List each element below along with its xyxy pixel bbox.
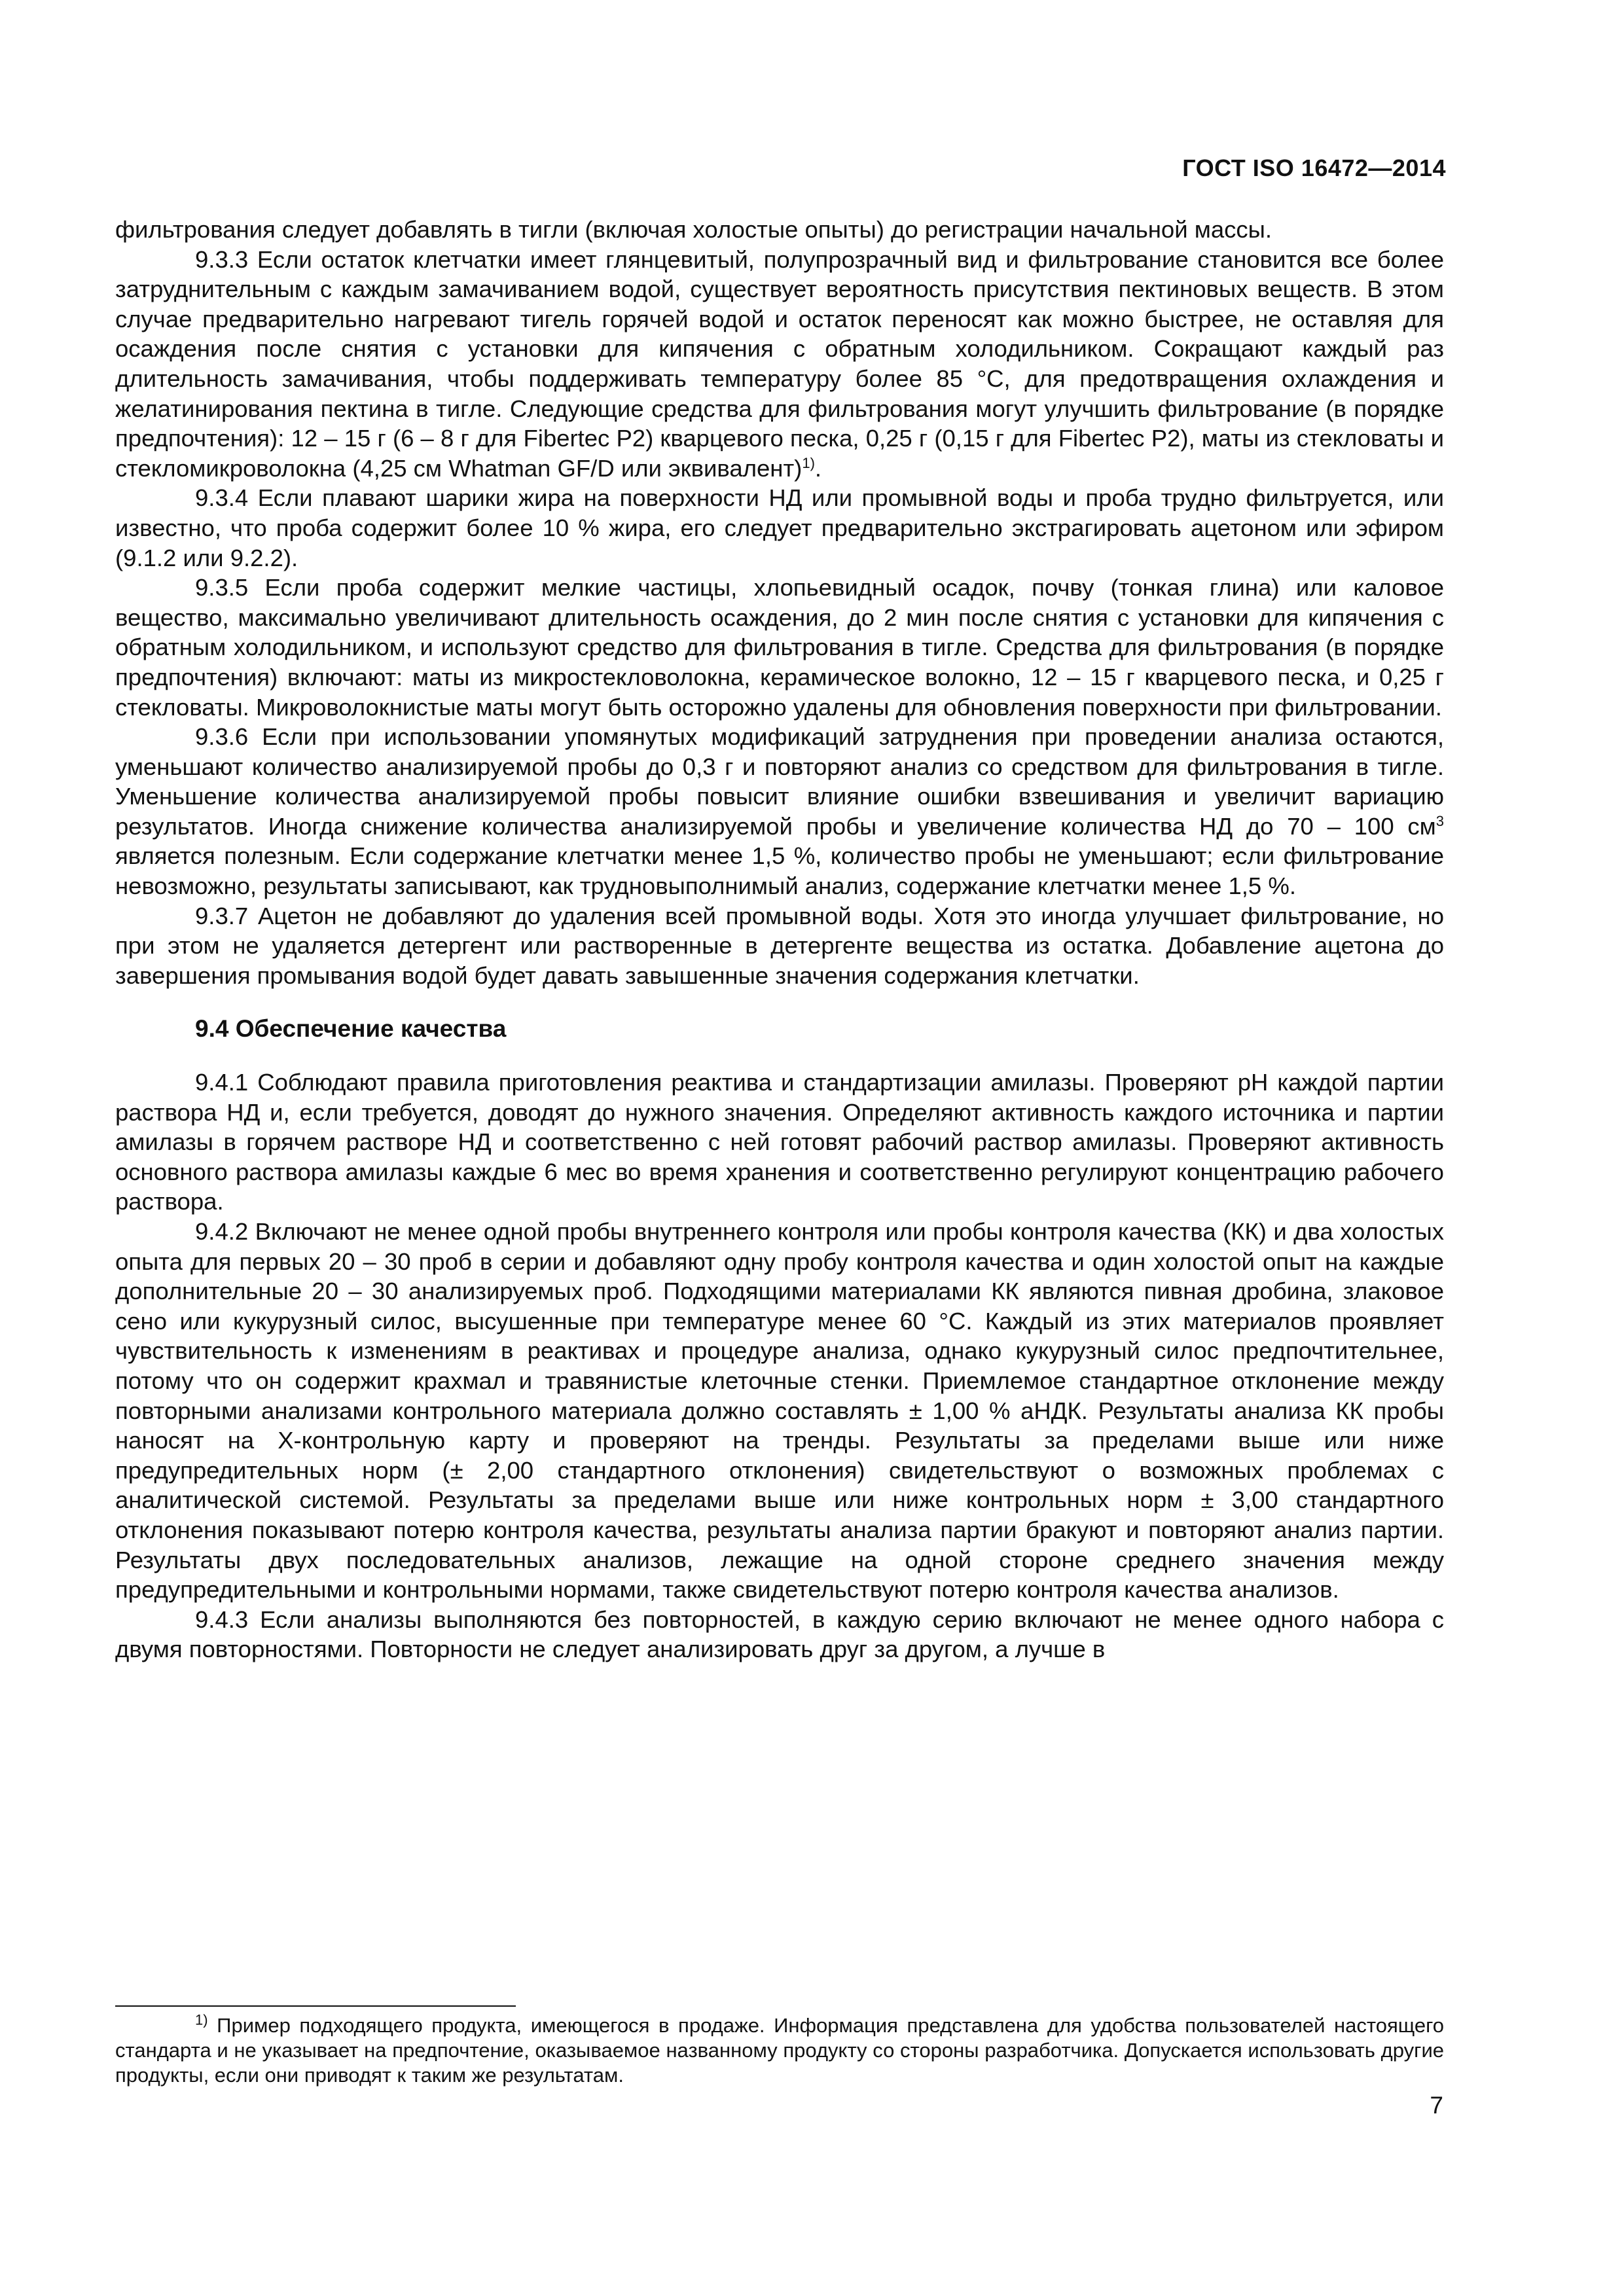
footnote bbox=[115, 2013, 1444, 2088]
paragraph-9-3-5: 9.3.5 Если проба содержит мелкие частицы, хлопьевидный осадок, почву (тонкая глина) или каловое вещество, максимально увеличивают длительность осаждения, до 2 мин после снятия с установки для кипячения с обратным холодильником, и используют средство для фильтрования в тигле. Средства для фильтрования (в порядке предпочтения) включают: маты из микростекловолокна, керамическое волокно, 12 – 15 г кварцевого песка, и 0,25 г стекловаты. Микроволокнистые маты могут быть осторожно удалены для обновления поверхности при фильтровании. bbox=[115, 574, 1444, 721]
footnote-text: Пример подходящего продукта, имеющегося в продаже. Информация представлена для удобства пользователей настоящего стандарта и не указывает на предпочтение, оказываемое названному продукту со стороны разработчика. Допускается использовать другие продукты, если они приводят к таким же результатам. bbox=[115, 2014, 1444, 2087]
footnote-paragraph bbox=[115, 2013, 1444, 2088]
footnote-divider bbox=[115, 2005, 516, 2007]
paragraph-text: является полезным. Если содержание клетчатки менее 1,5 %, количество пробы не уменьшают; если фильтрование невозможно, результаты записывают, как трудновыполнимый анализ, содержание клетчатки менее 1,5 %. bbox=[115, 842, 1444, 900]
paragraph-9-4-1: 9.4.1 Соблюдают правила приготовления реактива и стандартизации амилазы. Проверяют pH каждой партии раствора НД и, если требуется, доводят до нужного значения. Определяют активность каждого источника и партии амилазы в горячем растворе НД и соответственно с ней готовят рабочий раствор амилазы. Проверяют активность основного раствора амилазы каждые 6 мес во время хранения и соответственно регулируют концентрацию рабочего раствора. bbox=[115, 1069, 1444, 1215]
cubic-superscript: 3 bbox=[1435, 812, 1444, 829]
footnote-marker: 1) bbox=[195, 2011, 208, 2028]
paragraph-9-4-3: 9.4.3 Если анализы выполняются без повторностей, в каждую серию включают не менее одного набора с двумя повторностями. Повторности не следует анализировать друг за другом, а лучше в bbox=[115, 1605, 1444, 1663]
paragraph-9-3-6 bbox=[115, 722, 1444, 901]
standard-header: ГОСТ ISO 16472—2014 bbox=[1182, 154, 1446, 181]
paragraph-continuation: фильтрования следует добавлять в тигли (включая холостые опыты) до регистрации начальной массы. bbox=[115, 216, 1272, 243]
body-text bbox=[115, 215, 1444, 1664]
page-number: 7 bbox=[1430, 2092, 1443, 2119]
paragraph-9-3-4: 9.3.4 Если плавают шарики жира на поверхности НД или промывной воды и проба трудно фильтруется, или известно, что проба содержит более 10 % жира, его следует предварительно экстрагировать ацетоном или эфиром (9.1.2 или 9.2.2). bbox=[115, 484, 1444, 571]
paragraph-9-3-3: 9.3.3 Если остаток клетчатки имеет глянцевитый, полупрозрачный вид и фильтрование становится все более затруднительным с каждым замачиванием водой, существует вероятность присутствия пектиновых веществ. В этом случае предварительно нагревают тигель горячей водой и остаток переносят как можно быстрее, не оставляя для осаждения после снятия с установки для кипячения с обратным холодильником. Сокращают каждый раз длительность замачивания, чтобы поддерживать температуру более 85 °С, для предотвращения охлаждения и желатинирования пектина в тигле. Следующие средства для фильтрования могут улучшить фильтрование (в порядке предпочтения): 12 – 15 г (6 – 8 г для Fibertec P2) кварцевого песка, 0,25 г (0,15 г для Fibertec P2), маты из стекловаты и стекломикроволокна (4,25 см Whatman GF/D или эквивалент)$^{1)}$. bbox=[115, 245, 1444, 482]
paragraph-text: 9.3.3 Если остаток клетчатки имеет глянцевитый, полупрозрачный вид и фильтрование становится все более затруднительным с каждым замачиванием водой, существует вероятность присутствия пектиновых веществ. В этом случае предварительно нагревают тигель горячей водой и остаток переносят как можно быстрее, не оставляя для осаждения после снятия с установки для кипячения с обратным холодильником. Сокращают каждый раз длительность замачивания, чтобы поддерживать температуру более 85 °С, для предотвращения охлаждения и желатинирования пектина в тигле. Следующие средства для фильтрования могут улучшить фильтрование (в порядке предпочтения): 12 – 15 г (6 – 8 г для Fibertec P2) кварцевого песка, 0,25 г (0,15 г для Fibertec P2), маты из стекловаты и стекломикроволокна (4,25 см Whatman GF/D или эквивалент) bbox=[115, 245, 1444, 482]
paragraph-9-3-7: 9.3.7 Ацетон не добавляют до удаления всей промывной воды. Хотя это иногда улучшает фильтрование, но при этом не удаляется детергент или растворенные в детергенте вещества из остатка. Добавление ацетона до завершения промывания водой будет давать завышенные значения содержания клетчатки. bbox=[115, 902, 1444, 989]
paragraph-9-4-2: 9.4.2 Включают не менее одной пробы внутреннего контроля или пробы контроля качества (КК) и два холостых опыта для первых 20 – 30 проб в серии и добавляют одну пробу контроля качества и один холостой опыт на каждые дополнительные 20 – 30 анализируемых проб. Подходящими материалами КК являются пивная дробина, злаковое сено или кукурузный силос, высушенные при температуре менее 60 °С. Каждый из этих материалов проявляет чувствительность к изменениям в реактивах и процедуре анализа, однако кукурузный силос предпочтительнее, потому что он содержит крахмал и травянистые клеточные стенки. Приемлемое стандартное отклонение между повторными анализами контрольного материала должно составлять ± 1,00 % аНДК. Результаты анализа КК пробы наносят на Х-контрольную карту и проверяют на тренды. Результаты за пределами выше или ниже предупредительных норм (± 2,00 стандартного отклонения) свидетельствуют о возможных проблемах с аналитической системой. Результаты за пределами выше или ниже контрольных норм ± 3,00 стандартного отклонения показывают потерю контроля качества, результаты анализа партии бракуют и повторяют анализ партии. Результаты двух последовательных анализов, лежащие на одной стороне среднего значения между предупредительными и контрольными нормами, также свидетельствуют потерю контроля качества анализов. bbox=[115, 1218, 1444, 1604]
section-heading: 9.4 Обеспечение качества bbox=[195, 1015, 507, 1043]
footnote-reference[interactable]: 1) bbox=[802, 454, 815, 471]
paragraph-text: 9.3.6 Если при использовании упомянутых модификаций затруднения при проведении анализа остаются, уменьшают количество анализируемой пробы до 0,3 г и повторяют анализ со средством для фильтрования в тигле. Уменьшение количества анализируемой пробы повысит влияние ошибки взвешивания и увеличит вариацию результатов. Иногда снижение количества анализируемой пробы и увеличение количества НД до 70 – 100 см bbox=[115, 723, 1444, 840]
